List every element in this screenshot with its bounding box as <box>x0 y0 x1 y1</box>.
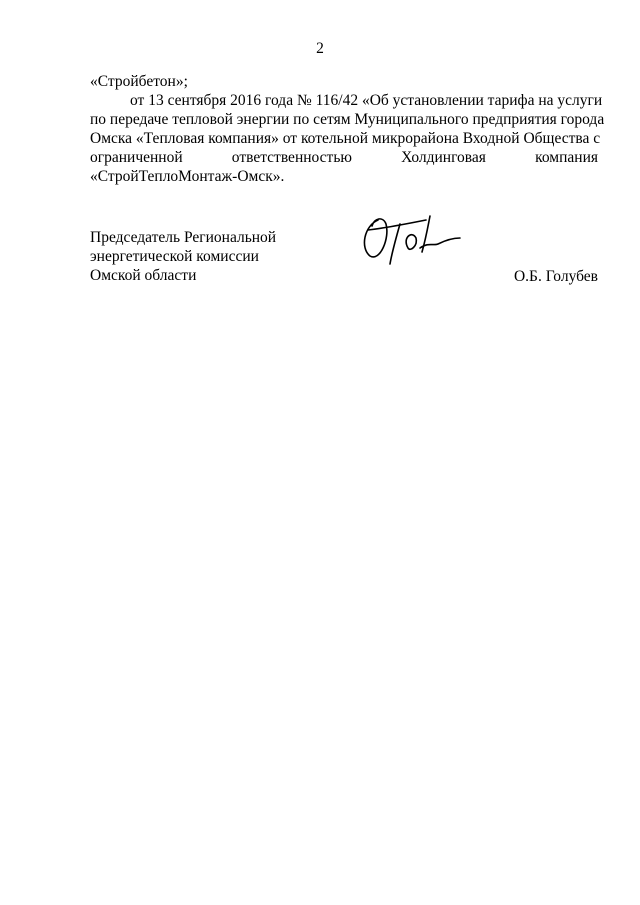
signer-name: О.Б. Голубев <box>513 268 598 285</box>
body-line: от 13 сентября 2016 года № 116/42 «Об установлении тарифа на услуги <box>130 92 603 109</box>
handwritten-signature <box>356 208 466 268</box>
signatory-position <box>90 228 276 285</box>
body-line: «СтройТеплоМонтаж-Омск». <box>90 168 285 185</box>
page-number: 2 <box>316 40 324 57</box>
position-line: Омской области <box>90 267 197 284</box>
body-line: «Стройбетон»; <box>90 73 188 90</box>
body-line: ограниченной ответственностью Холдинговая компания <box>90 149 598 166</box>
body-line: по передаче тепловой энергии по сетям Муниципального предприятия города <box>90 111 605 128</box>
position-line: Председатель Региональной <box>90 229 277 246</box>
position-line: энергетической комиссии <box>90 248 259 265</box>
body-line: Омска «Тепловая компания» от котельной микрорайона Входной Общества с <box>90 130 601 147</box>
